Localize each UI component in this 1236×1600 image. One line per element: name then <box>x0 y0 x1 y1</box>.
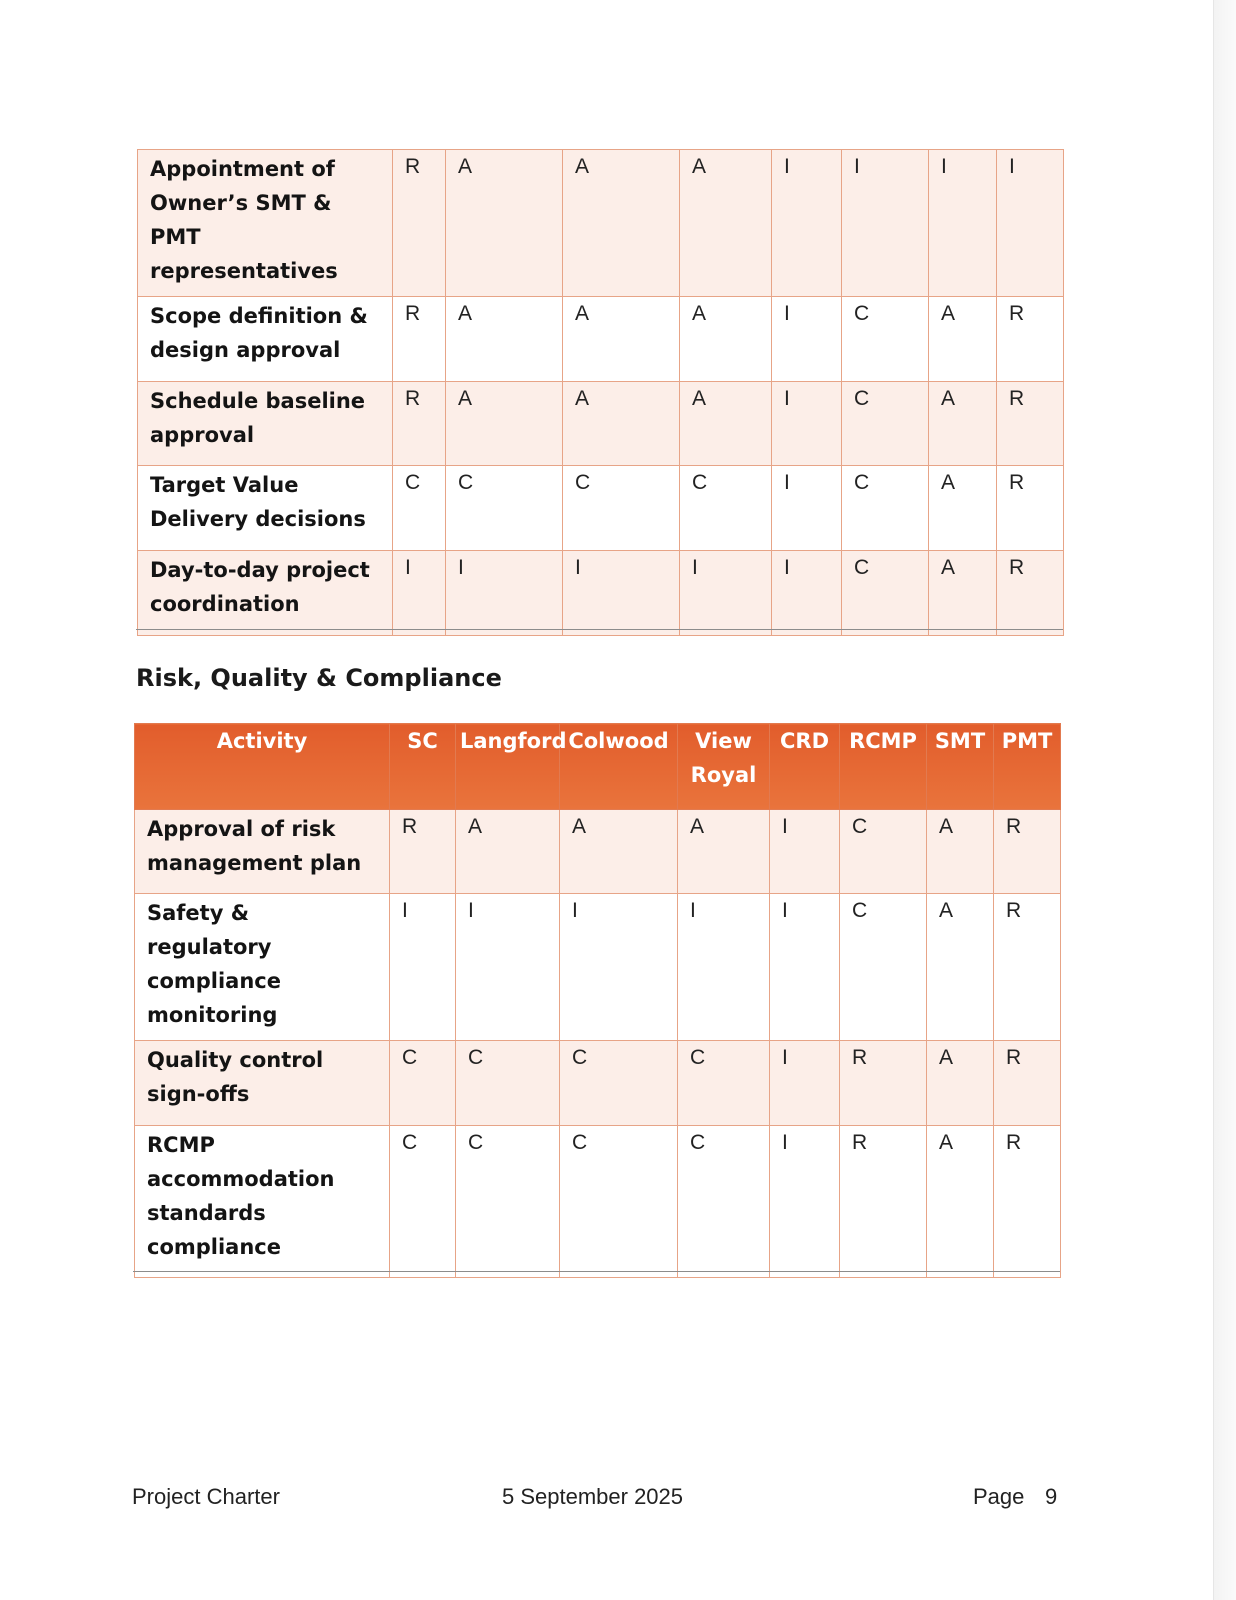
raci-cell: R <box>997 466 1064 551</box>
raci-cell: A <box>563 297 680 382</box>
table-row <box>135 810 1061 894</box>
table-row <box>135 894 1061 1041</box>
activity-cell: Scope definition & design approval <box>138 297 393 382</box>
raci-cell: C <box>560 1041 678 1126</box>
table-row <box>135 1041 1061 1126</box>
raci-cell: I <box>772 150 842 297</box>
raci-cell: I <box>456 894 560 1041</box>
raci-cell: I <box>772 297 842 382</box>
footer-page-number: 9 <box>1045 1484 1058 1509</box>
activity-cell: Appointment of Owner’s SMT & PMT representatives <box>138 150 393 297</box>
table-row <box>138 297 1064 382</box>
raci-cell: I <box>390 894 456 1041</box>
raci-cell: I <box>997 150 1064 297</box>
section-divider <box>136 629 1063 630</box>
raci-cell: I <box>770 810 840 894</box>
raci-cell: C <box>563 466 680 551</box>
raci-cell: A <box>927 1126 994 1278</box>
raci-cell: A <box>678 810 770 894</box>
raci-table-risk-quality <box>134 723 1061 1278</box>
column-header: CRD <box>770 724 840 810</box>
column-header: SMT <box>927 724 994 810</box>
raci-cell: A <box>680 382 772 466</box>
table-row <box>138 466 1064 551</box>
raci-cell: R <box>997 382 1064 466</box>
raci-cell: C <box>842 466 929 551</box>
raci-cell: A <box>563 150 680 297</box>
table-row <box>135 1126 1061 1278</box>
raci-cell: A <box>563 382 680 466</box>
raci-cell: R <box>840 1041 927 1126</box>
raci-cell: R <box>393 150 446 297</box>
raci-cell: I <box>393 551 446 636</box>
raci-cell: R <box>840 1126 927 1278</box>
raci-cell: C <box>840 894 927 1041</box>
activity-cell: Target Value Delivery decisions <box>138 466 393 551</box>
activity-cell: Safety & regulatory compliance monitoring <box>135 894 390 1041</box>
raci-cell: R <box>390 810 456 894</box>
raci-cell: R <box>997 297 1064 382</box>
raci-cell: R <box>994 894 1061 1041</box>
raci-cell: A <box>680 297 772 382</box>
raci-cell: C <box>842 297 929 382</box>
section-title: Risk, Quality & Compliance <box>136 664 502 692</box>
raci-cell: I <box>446 551 563 636</box>
activity-cell: Approval of risk management plan <box>135 810 390 894</box>
raci-cell: C <box>680 466 772 551</box>
raci-cell: A <box>929 551 997 636</box>
raci-cell: C <box>678 1041 770 1126</box>
raci-cell: R <box>393 297 446 382</box>
column-header: View Royal <box>678 724 770 810</box>
raci-cell: R <box>994 810 1061 894</box>
footer-date: 5 September 2025 <box>502 1484 684 1509</box>
raci-cell: R <box>994 1126 1061 1278</box>
activity-cell: RCMP accommodation standards compliance <box>135 1126 390 1278</box>
raci-cell: C <box>446 466 563 551</box>
header-row <box>135 724 1061 810</box>
table-row <box>138 150 1064 297</box>
raci-cell: C <box>456 1126 560 1278</box>
column-header: PMT <box>994 724 1061 810</box>
raci-cell: A <box>680 150 772 297</box>
raci-cell: A <box>929 382 997 466</box>
activity-cell: Quality control sign-offs <box>135 1041 390 1126</box>
raci-cell: R <box>393 382 446 466</box>
raci-cell: I <box>770 1041 840 1126</box>
footer-document-title: Project Charter <box>132 1484 280 1509</box>
raci-cell: I <box>770 1126 840 1278</box>
section-divider <box>133 1271 1060 1272</box>
column-header: RCMP <box>840 724 927 810</box>
raci-cell: R <box>997 551 1064 636</box>
column-header: SC <box>390 724 456 810</box>
raci-cell: C <box>390 1126 456 1278</box>
raci-cell: C <box>560 1126 678 1278</box>
raci-cell: I <box>680 551 772 636</box>
column-header: Colwood <box>560 724 678 810</box>
raci-cell: A <box>446 382 563 466</box>
activity-cell: Day-to-day project coordination <box>138 551 393 636</box>
raci-cell: C <box>393 466 446 551</box>
raci-cell: C <box>456 1041 560 1126</box>
column-header-activity: Activity <box>135 724 390 810</box>
raci-cell: I <box>770 894 840 1041</box>
raci-table-governance <box>137 149 1064 636</box>
raci-cell: A <box>456 810 560 894</box>
raci-cell: C <box>842 382 929 466</box>
column-header: Langford <box>456 724 560 810</box>
raci-cell: I <box>842 150 929 297</box>
raci-cell: C <box>842 551 929 636</box>
raci-cell: I <box>563 551 680 636</box>
raci-cell: I <box>772 466 842 551</box>
raci-cell: I <box>560 894 678 1041</box>
raci-cell: A <box>927 810 994 894</box>
raci-cell: I <box>929 150 997 297</box>
raci-cell: A <box>560 810 678 894</box>
raci-cell: C <box>390 1041 456 1126</box>
table-row <box>138 551 1064 636</box>
raci-cell: C <box>678 1126 770 1278</box>
raci-cell: I <box>678 894 770 1041</box>
raci-cell: A <box>929 297 997 382</box>
activity-cell: Schedule baseline approval <box>138 382 393 466</box>
raci-cell: I <box>772 382 842 466</box>
raci-cell: A <box>446 150 563 297</box>
raci-cell: I <box>772 551 842 636</box>
raci-cell: A <box>927 1041 994 1126</box>
raci-cell: A <box>927 894 994 1041</box>
raci-cell: C <box>840 810 927 894</box>
footer-page-label: Page <box>973 1484 1025 1509</box>
raci-cell: A <box>446 297 563 382</box>
raci-cell: R <box>994 1041 1061 1126</box>
raci-cell: A <box>929 466 997 551</box>
table-row <box>138 382 1064 466</box>
page-edge <box>1213 0 1236 1600</box>
